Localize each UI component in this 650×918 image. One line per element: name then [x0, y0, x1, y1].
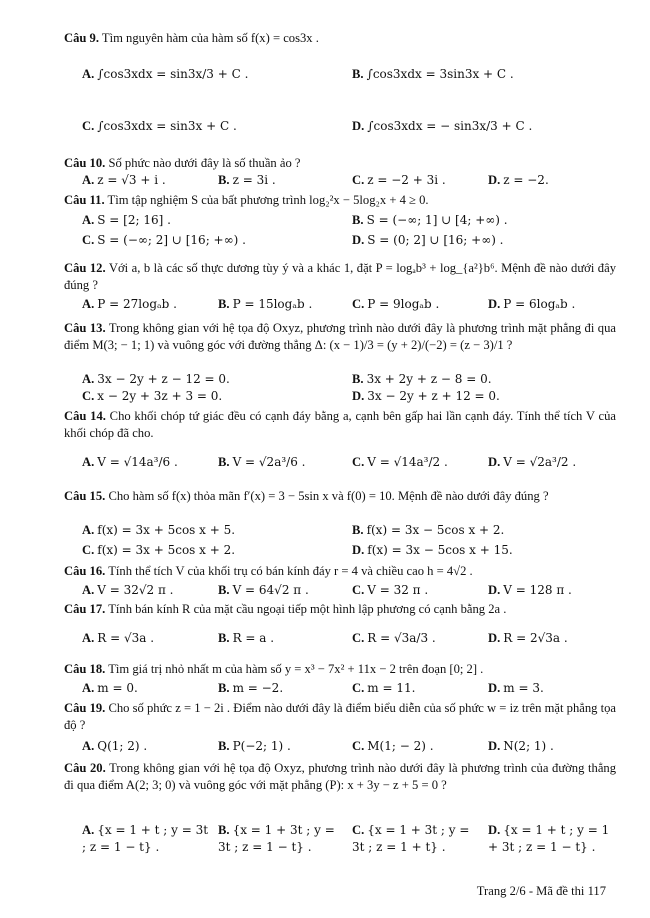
option-b: B. P(−2; 1) .: [218, 739, 291, 753]
option-c: C. f(x) = 3x + 5cos x + 2.: [82, 543, 236, 557]
option-c: C. P = 9logₐb .: [352, 297, 440, 311]
question-number: Câu 14.: [64, 409, 106, 423]
question-text: Tìm tập nghiệm S của bất phương trình log₂²x − 5log₂x + 4 ≥ 0.: [107, 193, 429, 207]
option-b: B. m = −2.: [218, 681, 284, 695]
question-text: Tìm nguyên hàm của hàm số f(x) = cos3x .: [101, 31, 319, 45]
option-text: S = (−∞; 2] ∪ [16; +∞) .: [97, 233, 246, 247]
option-b: B. 3x + 2y + z − 8 = 0.: [352, 372, 492, 386]
option-b: B. V = 64√2 π .: [218, 583, 309, 597]
question-12: [64, 260, 616, 294]
question-20: [64, 760, 616, 794]
option-b: B. P = 15logₐb .: [218, 297, 313, 311]
option-text: 3x − 2y + z − 12 = 0.: [97, 372, 230, 386]
option-a: A. R = √3a .: [82, 631, 155, 645]
option-text: P = 9logₐb .: [367, 297, 440, 311]
question-text: Tính bán kính R của mặt cầu ngoại tiếp một hình lập phương có cạnh bằng 2a .: [108, 602, 507, 616]
option-d: D. ∫cos3xdx = − sin3x/3 + C .: [352, 119, 533, 133]
option-text: 3x − 2y + z + 12 = 0.: [367, 389, 500, 403]
option-text: f(x) = 3x − 5cos x + 15.: [367, 543, 513, 557]
page-footer: Trang 2/6 - Mã đề thi 117: [476, 884, 606, 898]
option-c: C. V = √14a³/2 .: [352, 455, 448, 469]
option-b: B. {x = 1 + 3t ; y = 3t ; z = 1 − t} .: [218, 823, 335, 854]
option-a: A. {x = 1 + t ; y = 3t ; z = 1 − t} .: [82, 823, 209, 854]
option-text: m = 11.: [367, 681, 416, 695]
question-text: Trong không gian với hệ tọa độ Oxyz, phương trình nào dưới đây là phương trình mặt phẳng đi qua điểm M(3; − 1; 1) và vuông góc với đường thẳng Δ: (x − 1)/3 = (y + 2)/(−2) = (z − 3)/1 ?: [64, 321, 616, 352]
option-a: A. ∫cos3xdx = sin3x/3 + C .: [82, 67, 249, 81]
question-10: [64, 155, 616, 172]
question-text: Trong không gian với hệ tọa độ Oxyz, phương trình nào dưới đây là phương trình của đường thẳng đi qua điểm A(2; 3; 0) và vuông góc với mặt phẳng (P): x + 3y − z + 5 = 0 ?: [64, 761, 616, 792]
option-text: x − 2y + 3z + 3 = 0.: [97, 389, 223, 403]
option-d: D. P = 6logₐb .: [488, 297, 576, 311]
option-a: A. 3x − 2y + z − 12 = 0.: [82, 372, 230, 386]
question-text: Cho số phức z = 1 − 2i . Điểm nào dưới đây là điểm biểu diễn của số phức w = iz trên mặt phẳng tọa độ ?: [64, 701, 616, 732]
option-text: N(2; 1) .: [503, 739, 554, 753]
question-text: Tìm giá trị nhỏ nhất m của hàm số y = x³ − 7x² + 11x − 2 trên đoạn [0; 2] .: [108, 662, 484, 676]
option-text: 3x + 2y + z − 8 = 0.: [366, 372, 492, 386]
option-text: ∫cos3xdx = − sin3x/3 + C .: [367, 119, 533, 133]
option-text: P(−2; 1) .: [232, 739, 291, 753]
option-c: C. z = −2 + 3i .: [352, 173, 446, 187]
option-text: M(1; − 2) .: [367, 739, 434, 753]
option-c: C. S = (−∞; 2] ∪ [16; +∞) .: [82, 233, 246, 247]
question-13: [64, 320, 616, 354]
option-text: {x = 1 + t ; y = 3t ; z = 1 − t} .: [82, 823, 209, 854]
option-text: V = √14a³/2 .: [367, 455, 448, 469]
question-19: [64, 700, 616, 734]
option-a: A. m = 0.: [82, 681, 138, 695]
option-text: V = 32√2 π .: [97, 583, 174, 597]
option-text: S = (−∞; 1] ∪ [4; +∞) .: [366, 213, 508, 227]
question-number: Câu 19.: [64, 701, 106, 715]
option-text: z = −2.: [503, 173, 549, 187]
question-text: Tính thể tích V của khối trụ có bán kính đáy r = 4 và chiều cao h = 4√2 .: [108, 564, 473, 578]
question-16: [64, 563, 616, 580]
option-text: z = √3 + i .: [97, 173, 166, 187]
question-number: Câu 9.: [64, 31, 99, 45]
option-d: D. V = √2a³/2 .: [488, 455, 577, 469]
option-text: f(x) = 3x + 5cos x + 2.: [97, 543, 236, 557]
option-text: P = 6logₐb .: [503, 297, 576, 311]
option-c: C. ∫cos3xdx = sin3x + C .: [82, 119, 237, 133]
question-number: Câu 10.: [64, 156, 106, 170]
question-number: Câu 20.: [64, 761, 106, 775]
option-d: D. N(2; 1) .: [488, 739, 554, 753]
option-text: Q(1; 2) .: [97, 739, 148, 753]
option-text: V = √2a³/2 .: [503, 455, 577, 469]
question-number: Câu 18.: [64, 662, 106, 676]
option-a: A. S = [2; 16] .: [82, 213, 171, 227]
option-a: A. V = √14a³/6 .: [82, 455, 178, 469]
option-b: B. f(x) = 3x − 5cos x + 2.: [352, 523, 505, 537]
question-number: Câu 13.: [64, 321, 106, 335]
question-text: Số phức nào dưới đây là số thuần ảo ?: [108, 156, 301, 170]
question-number: Câu 16.: [64, 564, 106, 578]
question-number: Câu 17.: [64, 602, 106, 616]
option-a: A. f(x) = 3x + 5cos x + 5.: [82, 523, 236, 537]
question-text: Cho hàm số f(x) thỏa mãn f′(x) = 3 − 5sin x và f(0) = 10. Mệnh đề nào dưới đây đúng ?: [108, 489, 549, 503]
option-text: f(x) = 3x + 5cos x + 5.: [97, 523, 236, 537]
question-number: Câu 15.: [64, 489, 106, 503]
option-text: R = 2√3a .: [503, 631, 568, 645]
option-d: D. R = 2√3a .: [488, 631, 568, 645]
question-number: Câu 11.: [64, 193, 105, 207]
option-d: D. {x = 1 + t ; y = 1 + 3t ; z = 1 − t} .: [488, 823, 610, 854]
option-a: A. V = 32√2 π .: [82, 583, 174, 597]
option-c: C. M(1; − 2) .: [352, 739, 434, 753]
question-11: [64, 192, 616, 209]
question-text: Với a, b là các số thực dương tùy ý và a khác 1, đặt P = logₐb³ + log_{a²}b⁶. Mệnh đề nào dưới đây đúng ?: [64, 261, 616, 292]
option-text: ∫cos3xdx = 3sin3x + C .: [366, 67, 514, 81]
option-text: R = √3a .: [97, 631, 155, 645]
option-b: B. S = (−∞; 1] ∪ [4; +∞) .: [352, 213, 508, 227]
option-d: D. 3x − 2y + z + 12 = 0.: [352, 389, 500, 403]
option-d: D. f(x) = 3x − 5cos x + 15.: [352, 543, 513, 557]
option-a: A. Q(1; 2) .: [82, 739, 148, 753]
question-15: [64, 488, 616, 505]
option-text: P = 15logₐb .: [232, 297, 313, 311]
option-text: z = −2 + 3i .: [367, 173, 446, 187]
option-c: C. m = 11.: [352, 681, 416, 695]
option-text: R = a .: [232, 631, 275, 645]
option-d: D. m = 3.: [488, 681, 544, 695]
option-text: m = 0.: [97, 681, 138, 695]
option-c: C. R = √3a/3 .: [352, 631, 436, 645]
option-text: V = √14a³/6 .: [97, 455, 178, 469]
option-text: z = 3i .: [232, 173, 276, 187]
option-text: {x = 1 + t ; y = 1 + 3t ; z = 1 − t} .: [488, 823, 610, 854]
option-text: V = √2a³/6 .: [232, 455, 306, 469]
option-text: m = 3.: [503, 681, 544, 695]
option-text: V = 32 π .: [367, 583, 429, 597]
option-b: B. ∫cos3xdx = 3sin3x + C .: [352, 67, 514, 81]
option-c: C. x − 2y + 3z + 3 = 0.: [82, 389, 223, 403]
option-c: C. {x = 1 + 3t ; y = 3t ; z = 1 + t} .: [352, 823, 470, 854]
question-18: [64, 661, 616, 678]
option-text: S = (0; 2] ∪ [16; +∞) .: [367, 233, 504, 247]
option-d: D. S = (0; 2] ∪ [16; +∞) .: [352, 233, 504, 247]
option-text: V = 128 π .: [503, 583, 572, 597]
option-text: {x = 1 + 3t ; y = 3t ; z = 1 + t} .: [352, 823, 470, 854]
option-text: {x = 1 + 3t ; y = 3t ; z = 1 − t} .: [218, 823, 335, 854]
option-b: B. V = √2a³/6 .: [218, 455, 306, 469]
question-9: [64, 30, 616, 47]
option-c: C. V = 32 π .: [352, 583, 429, 597]
question-number: Câu 12.: [64, 261, 106, 275]
option-text: P = 27logₐb .: [97, 297, 177, 311]
option-text: f(x) = 3x − 5cos x + 2.: [366, 523, 505, 537]
question-14: [64, 408, 616, 442]
option-text: ∫cos3xdx = sin3x/3 + C .: [97, 67, 249, 81]
option-b: B. R = a .: [218, 631, 275, 645]
option-text: m = −2.: [232, 681, 284, 695]
option-d: D. z = −2.: [488, 173, 549, 187]
option-text: V = 64√2 π .: [232, 583, 309, 597]
option-a: A. P = 27logₐb .: [82, 297, 177, 311]
option-text: S = [2; 16] .: [97, 213, 171, 227]
option-d: D. V = 128 π .: [488, 583, 572, 597]
question-17: [64, 601, 616, 618]
question-text: Cho khối chóp tứ giác đều có cạnh đáy bằng a, cạnh bên gấp hai lần cạnh đáy. Tính thể tích V của khối chóp đã cho.: [64, 409, 616, 440]
option-a: A. z = √3 + i .: [82, 173, 166, 187]
option-b: B. z = 3i .: [218, 173, 276, 187]
option-text: R = √3a/3 .: [367, 631, 436, 645]
option-text: ∫cos3xdx = sin3x + C .: [97, 119, 237, 133]
